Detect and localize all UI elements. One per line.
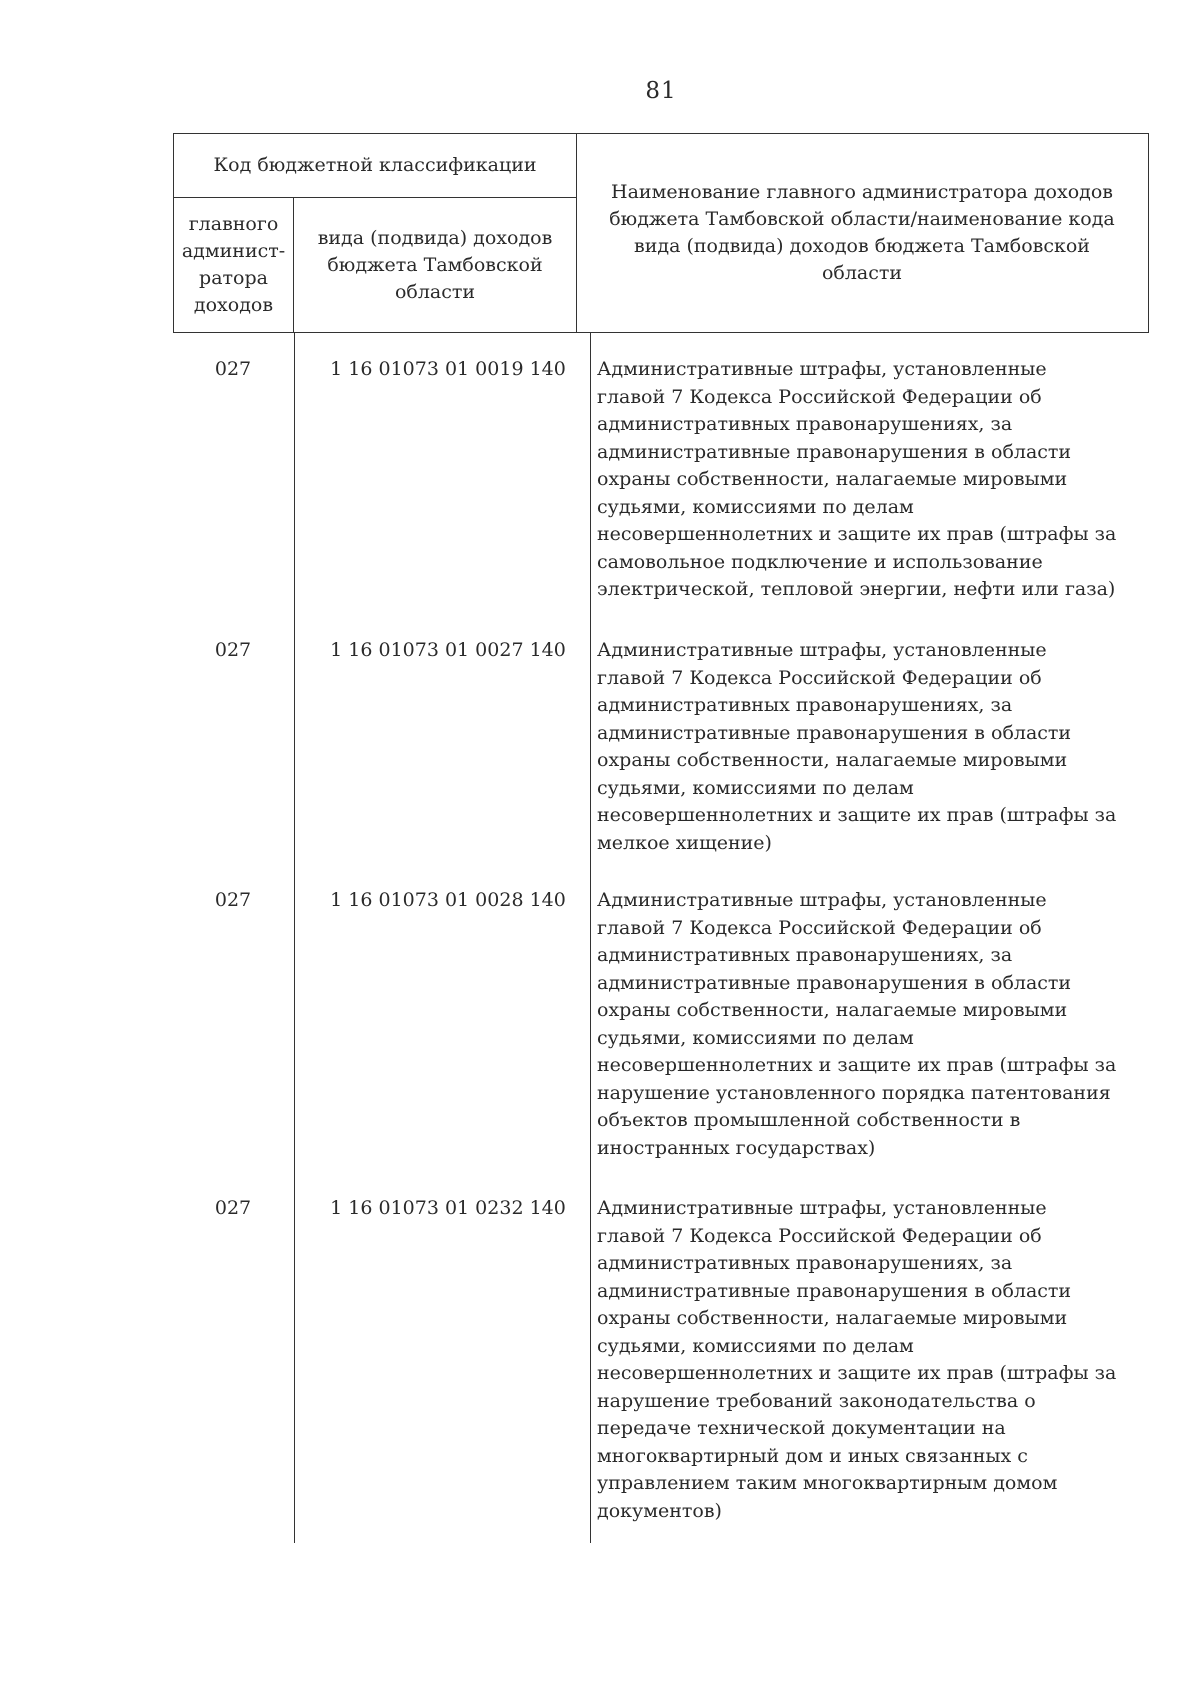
- name-line: объектов промышленной собственности в: [597, 1109, 1021, 1131]
- name-line: административных правонарушениях, за: [597, 944, 1013, 966]
- name-line: многоквартирный дом и иных связанных с: [597, 1444, 1028, 1467]
- name-line: главой 7 Кодекса Российской Федерации об: [597, 1224, 1042, 1247]
- admin-code-cell: 027: [214, 889, 252, 911]
- name-line: административные правонарушения в области: [597, 440, 1072, 463]
- income-kind-column-header: вида (подвида) доходов бюджета Тамбовской области: [294, 198, 577, 332]
- name-line: судьями, комиссиями по делам: [597, 1026, 914, 1049]
- name-line: управлением таким многоквартирным домом: [597, 1472, 1058, 1494]
- admin-column-header: главного админист-ратора доходов: [174, 198, 294, 332]
- name-line: иностранных государствах): [597, 1136, 876, 1159]
- page-number: 81: [645, 78, 677, 104]
- table-header: [173, 133, 1149, 333]
- income-code-cell: 1 16 01073 01 0028 140: [330, 889, 566, 911]
- name-line: документов): [597, 1499, 722, 1522]
- name-line: несовершеннолетних и защите их прав (штрафы за: [597, 523, 1117, 545]
- name-line: охраны собственности, налагаемые мировыми: [597, 468, 1068, 490]
- name-line: самовольное подключение и использование: [597, 550, 1043, 573]
- name-line: охраны собственности, налагаемые мировыми: [597, 999, 1068, 1021]
- income-code-cell: 1 16 01073 01 0232 140: [330, 1197, 566, 1219]
- income-name-cell: [597, 637, 1137, 857]
- name-column-header: Наименование главного администратора доходов бюджета Тамбовской области/наименование кода вида (подвида) доходов бюджета Тамбовской области: [609, 181, 1115, 284]
- name-line: нарушение требований законодательства о: [597, 1389, 1036, 1412]
- name-line: электрической, тепловой энергии, нефти или газа): [597, 578, 1116, 600]
- income-name-cell: [597, 887, 1137, 1162]
- name-line: главой 7 Кодекса Российской Федерации об: [597, 385, 1042, 408]
- name-line: несовершеннолетних и защите их прав (штрафы за: [597, 804, 1117, 826]
- name-line: административных правонарушениях, за: [597, 1252, 1013, 1274]
- income-code-cell: 1 16 01073 01 0019 140: [330, 358, 566, 380]
- name-line: административных правонарушениях, за: [597, 413, 1013, 435]
- name-line: несовершеннолетних и защите их прав (штрафы за: [597, 1362, 1117, 1384]
- name-line: Административные штрафы, установленные: [597, 889, 1047, 911]
- name-line: административные правонарушения в области: [597, 721, 1072, 744]
- admin-code-cell: 027: [214, 1197, 252, 1219]
- income-code-cell: 1 16 01073 01 0027 140: [330, 639, 566, 661]
- name-line: административные правонарушения в области: [597, 1279, 1072, 1302]
- budget-code-header: Код бюджетной классификации: [174, 134, 577, 198]
- name-line: Административные штрафы, установленные: [597, 1197, 1047, 1219]
- name-line: судьями, комиссиями по делам: [597, 1334, 914, 1357]
- name-line: административные правонарушения в области: [597, 971, 1072, 994]
- name-line: охраны собственности, налагаемые мировыми: [597, 1307, 1068, 1329]
- name-line: Административные штрафы, установленные: [597, 358, 1047, 380]
- name-line: несовершеннолетних и защите их прав (штрафы за: [597, 1054, 1117, 1076]
- admin-code-cell: 027: [214, 639, 252, 661]
- name-line: судьями, комиссиями по делам: [597, 776, 914, 799]
- name-line: нарушение установленного порядка патентования: [597, 1081, 1111, 1104]
- name-line: главой 7 Кодекса Российской Федерации об: [597, 916, 1042, 939]
- income-name-cell: [597, 356, 1137, 604]
- admin-code-cell: 027: [214, 358, 252, 380]
- name-line: охраны собственности, налагаемые мировыми: [597, 749, 1068, 771]
- name-line: главой 7 Кодекса Российской Федерации об: [597, 666, 1042, 689]
- income-name-cell: [597, 1195, 1137, 1525]
- name-line: судьями, комиссиями по делам: [597, 495, 914, 518]
- name-line: мелкое хищение): [597, 831, 772, 854]
- column-divider-1: [294, 333, 295, 1543]
- name-line: Административные штрафы, установленные: [597, 639, 1047, 661]
- column-divider-2: [590, 333, 591, 1543]
- name-line: передаче технической документации на: [597, 1417, 1006, 1439]
- name-line: административных правонарушениях, за: [597, 694, 1013, 716]
